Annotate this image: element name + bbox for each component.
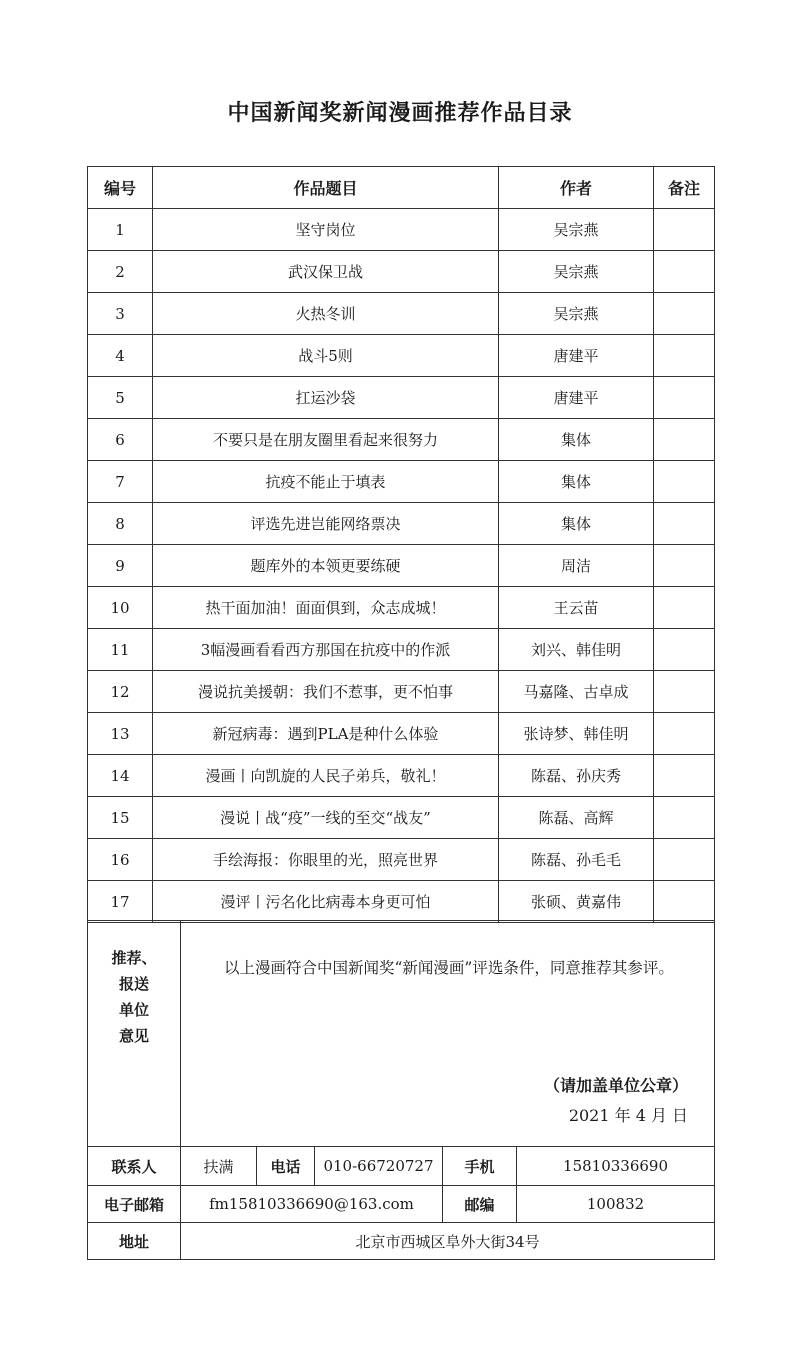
row-number: 6 [88, 419, 153, 461]
row-remark [654, 839, 715, 881]
table-header-row [88, 167, 715, 209]
row-number: 13 [88, 713, 153, 755]
contact-row [88, 1147, 715, 1186]
row-remark [654, 671, 715, 713]
row-author: 陈磊、孙毛毛 [499, 839, 654, 881]
row-work-title: 新冠病毒：遇到PLA是种什么体验 [153, 713, 499, 755]
table-row [88, 377, 715, 419]
row-number: 3 [88, 293, 153, 335]
row-remark [654, 629, 715, 671]
row-work-title: 扛运沙袋 [153, 377, 499, 419]
opinion-label-line1: 推荐、 [111, 949, 157, 967]
address-row [88, 1223, 715, 1260]
row-work-title: 武汉保卫战 [153, 251, 499, 293]
works-table [87, 166, 715, 923]
table-row [88, 335, 715, 377]
row-work-title: 评选先进岂能网络票决 [153, 503, 499, 545]
row-author: 王云苗 [499, 587, 654, 629]
opinion-text: 以上漫画符合中国新闻奖“新闻漫画”评选条件，同意推荐其参评。 [224, 959, 674, 977]
row-remark [654, 545, 715, 587]
works-table-body [88, 209, 715, 923]
row-number: 17 [88, 881, 153, 923]
opinion-label-line4: 意见 [118, 1027, 149, 1045]
table-row [88, 797, 715, 839]
row-remark [654, 251, 715, 293]
row-number: 11 [88, 629, 153, 671]
row-work-title: 抗疫不能止于填表 [153, 461, 499, 503]
contact-label: 联系人 [88, 1147, 181, 1186]
table-row [88, 587, 715, 629]
row-work-title: 3幅漫画看看西方那国在抗疫中的作派 [153, 629, 499, 671]
table-row [88, 755, 715, 797]
row-number: 10 [88, 587, 153, 629]
email-label: 电子邮箱 [88, 1186, 181, 1223]
table-row [88, 461, 715, 503]
table-row [88, 839, 715, 881]
row-number: 2 [88, 251, 153, 293]
row-remark [654, 503, 715, 545]
header-remark: 备注 [654, 167, 715, 209]
row-author: 吴宗燕 [499, 209, 654, 251]
row-work-title: 火热冬训 [153, 293, 499, 335]
table-row [88, 503, 715, 545]
row-work-title: 漫画丨向凯旋的人民子弟兵，敬礼！ [153, 755, 499, 797]
table-row [88, 419, 715, 461]
row-number: 15 [88, 797, 153, 839]
row-work-title: 手绘海报：你眼里的光，照亮世界 [153, 839, 499, 881]
opinion-row [88, 921, 715, 1147]
row-work-title: 题库外的本领更要练硬 [153, 545, 499, 587]
row-work-title: 战斗5则 [153, 335, 499, 377]
phone-label: 电话 [257, 1147, 315, 1186]
row-remark [654, 587, 715, 629]
email-value: fm15810336690@163.com [181, 1186, 443, 1223]
row-remark [654, 881, 715, 923]
row-author: 张诗梦、韩佳明 [499, 713, 654, 755]
row-number: 1 [88, 209, 153, 251]
row-number: 14 [88, 755, 153, 797]
row-author: 马嘉隆、古卓成 [499, 671, 654, 713]
row-author: 周洁 [499, 545, 654, 587]
row-number: 5 [88, 377, 153, 419]
opinion-cell [181, 921, 715, 1147]
row-work-title: 不要只是在朋友圈里看起来很努力 [153, 419, 499, 461]
row-remark [654, 461, 715, 503]
row-author: 集体 [499, 461, 654, 503]
header-work-title: 作品题目 [153, 167, 499, 209]
mobile-label: 手机 [443, 1147, 517, 1186]
address-value: 北京市西城区阜外大街34号 [181, 1223, 715, 1260]
row-work-title: 漫说丨战“疫”一线的至交“战友” [153, 797, 499, 839]
opinion-label [88, 921, 181, 1147]
contact-value: 扶满 [181, 1147, 257, 1186]
row-author: 陈磊、高辉 [499, 797, 654, 839]
document-title: 中国新闻奖新闻漫画推荐作品目录 [227, 100, 573, 126]
row-author: 张硕、黄嘉伟 [499, 881, 654, 923]
row-remark [654, 713, 715, 755]
table-row [88, 713, 715, 755]
table-row [88, 881, 715, 923]
postcode-label: 邮编 [443, 1186, 517, 1223]
recommendation-table [87, 920, 715, 1260]
row-work-title: 漫说抗美援朝：我们不惹事，更不怕事 [153, 671, 499, 713]
row-remark [654, 209, 715, 251]
row-remark [654, 797, 715, 839]
row-number: 7 [88, 461, 153, 503]
row-author: 唐建平 [499, 335, 654, 377]
address-label: 地址 [88, 1223, 181, 1260]
row-remark [654, 293, 715, 335]
header-author: 作者 [499, 167, 654, 209]
row-remark [654, 377, 715, 419]
row-author: 唐建平 [499, 377, 654, 419]
row-author: 陈磊、孙庆秀 [499, 755, 654, 797]
header-number: 编号 [88, 167, 153, 209]
row-remark [654, 335, 715, 377]
row-author: 集体 [499, 503, 654, 545]
table-row [88, 545, 715, 587]
row-work-title: 热干面加油！面面俱到，众志成城！ [153, 587, 499, 629]
row-work-title: 漫评丨污名化比病毒本身更可怕 [153, 881, 499, 923]
opinion-label-line2: 报送 [118, 975, 149, 993]
row-number: 12 [88, 671, 153, 713]
table-row [88, 209, 715, 251]
row-author: 刘兴、韩佳明 [499, 629, 654, 671]
row-number: 16 [88, 839, 153, 881]
row-number: 4 [88, 335, 153, 377]
table-row [88, 629, 715, 671]
row-work-title: 坚守岗位 [153, 209, 499, 251]
table-row [88, 251, 715, 293]
opinion-label-line3: 单位 [118, 1001, 149, 1019]
table-row [88, 671, 715, 713]
row-author: 集体 [499, 419, 654, 461]
row-number: 8 [88, 503, 153, 545]
stamp-note: （请加盖单位公章） [544, 1076, 689, 1095]
postcode-value: 100832 [517, 1186, 715, 1223]
mobile-value: 15810336690 [517, 1147, 715, 1186]
row-author: 吴宗燕 [499, 251, 654, 293]
row-number: 9 [88, 545, 153, 587]
table-row [88, 293, 715, 335]
row-remark [654, 755, 715, 797]
row-remark [654, 419, 715, 461]
phone-value: 010-66720727 [315, 1147, 443, 1186]
row-author: 吴宗燕 [499, 293, 654, 335]
email-row [88, 1186, 715, 1223]
opinion-date: 2021 年 4 月 日 [568, 1106, 689, 1125]
